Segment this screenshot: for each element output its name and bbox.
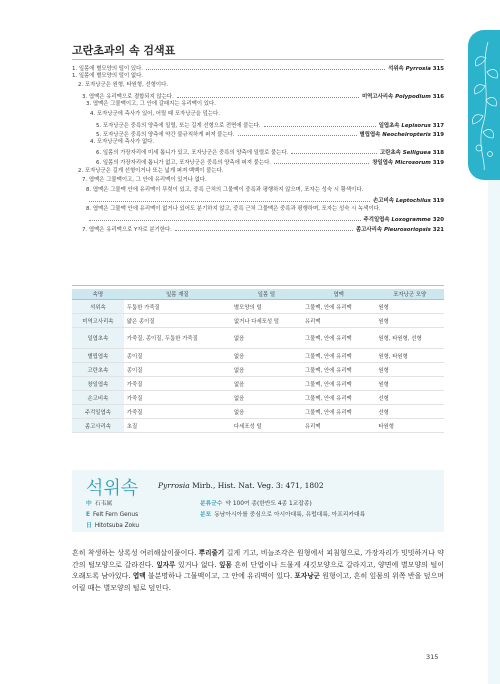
table-cell: 없음 bbox=[231, 349, 302, 363]
key-line bbox=[96, 148, 444, 157]
key-result-latin: Neocheiropteris bbox=[382, 132, 431, 138]
key-result-latin: Leptochilus bbox=[395, 198, 431, 204]
description-term: 뿌리줄기 bbox=[198, 549, 225, 557]
key-leader-dots bbox=[89, 196, 370, 202]
chinese-name: 石韦属 bbox=[94, 501, 113, 507]
key-result bbox=[380, 150, 444, 157]
key-line bbox=[86, 215, 444, 224]
key-line-text: 3. 엽맥은 그물맥이고, 그 안에 갈래지는 유리맥이 있다. bbox=[86, 101, 216, 107]
description-text: 원형이고, 흔히 잎몸의 위쪽 반을 덮으며 어릴 때는 별모양의 털로 덮인다. bbox=[72, 572, 444, 592]
key-line-text: 5. 포자낭군은 중륵의 양측에 일렬, 또는 길게 선형으로 전면에 붙는다. bbox=[96, 123, 261, 129]
key-result-page: 318 bbox=[432, 150, 444, 156]
table-cell: 없음 bbox=[231, 391, 302, 405]
description-text: 흔히 착생하는 상록성 여러해살이풀이다. bbox=[72, 549, 199, 557]
key-line bbox=[86, 187, 444, 194]
table-genus-cell: 고란초속 bbox=[72, 363, 124, 377]
table-cell: 없음 bbox=[231, 363, 302, 377]
key-result-page: 319 bbox=[432, 160, 444, 166]
key-line bbox=[90, 111, 444, 118]
key-result bbox=[364, 217, 444, 224]
table-cell: 별모양의 털 bbox=[231, 300, 302, 314]
table-cell: 그물맥, 안에 유리맥 bbox=[302, 349, 375, 363]
key-result bbox=[388, 66, 444, 73]
key-result-page: 320 bbox=[432, 217, 444, 223]
key-leader-dots bbox=[238, 130, 357, 136]
table-cell: 다세포성 털 bbox=[231, 419, 302, 433]
key-result bbox=[360, 132, 444, 139]
key-result-page: 319 bbox=[432, 198, 444, 204]
table-cell: 가죽질, 종이질, 두툼한 가죽질 bbox=[124, 328, 231, 349]
table-cell: 그물맥, 안에 유리맥 bbox=[302, 363, 375, 377]
key-leader-dots bbox=[274, 158, 369, 164]
table-row bbox=[72, 300, 444, 314]
english-name-row bbox=[86, 511, 138, 519]
key-line-text: 2. 포자낭군은 원형, 타원형, 선형이다. bbox=[78, 82, 169, 88]
key-result-latin: Pleurosoriopsis bbox=[383, 227, 431, 233]
table-cell: 없거나 다세포성 털 bbox=[231, 314, 302, 328]
key-result-page: 319 bbox=[432, 132, 444, 138]
key-line-text: 1. 잎몸에 별모양의 털이 없다. bbox=[72, 73, 143, 79]
description-term: 포자낭군 bbox=[294, 572, 320, 581]
table-cell: 없음 bbox=[231, 405, 302, 419]
description-text: 있거나 없다. bbox=[175, 560, 220, 569]
table-cell: 가죽질 bbox=[124, 377, 231, 391]
table-row bbox=[72, 391, 444, 405]
table-cell: 유리맥 bbox=[302, 314, 375, 328]
key-leader-dots bbox=[89, 215, 361, 221]
key-result-korean: 주걱일엽속 bbox=[363, 217, 390, 223]
table-cell: 타원형 bbox=[375, 419, 444, 433]
key-result-korean: 별립엽속 bbox=[359, 132, 381, 138]
table-cell: 두툼한 가죽질 bbox=[124, 300, 231, 314]
table-header-cell: 속명 bbox=[72, 289, 124, 300]
key-line-text: 1. 잎몸에 별모양의 털이 있다. bbox=[72, 66, 143, 72]
key-line-text: 8. 엽맥은 그물맥 안에 유리맥이 없거나 있어도 분기하지 않고, 중륵 근처 그물맥은 중륵과 평행하며, 포자는 성숙 시 녹색이다. bbox=[86, 206, 381, 212]
species-count-label: 분류군수 bbox=[200, 501, 223, 507]
key-leader-dots bbox=[264, 121, 376, 127]
key-result-korean: 손고비속 bbox=[373, 198, 394, 204]
key-leader-dots bbox=[291, 148, 377, 154]
key-result bbox=[372, 160, 444, 167]
table-cell: 가죽질 bbox=[124, 391, 231, 405]
key-result bbox=[379, 123, 444, 130]
species-count-row bbox=[200, 500, 312, 508]
key-line-text: 8. 엽맥은 그물맥 안에 유리맥이 뚜렷이 있고, 중륵 근처의 그물맥이 중륵과 평행하지 않으며, 포자는 성숙 시 황색이다. bbox=[86, 187, 364, 193]
key-line bbox=[90, 139, 444, 146]
key-result-korean: 창일엽속 bbox=[372, 160, 394, 166]
key-line bbox=[86, 196, 444, 205]
table-row bbox=[72, 405, 444, 419]
key-line bbox=[82, 177, 444, 184]
genus-scientific-name bbox=[158, 481, 324, 490]
key-result-latin: Pyrrosia bbox=[405, 66, 431, 72]
key-line bbox=[82, 225, 444, 234]
table-genus-cell: 미역고사리속 bbox=[72, 314, 124, 328]
table-cell: 유리맥 bbox=[302, 419, 375, 433]
chinese-name-row bbox=[86, 500, 112, 508]
table-row bbox=[72, 349, 444, 363]
key-result-page: 321 bbox=[432, 227, 444, 233]
key-leader-dots bbox=[177, 92, 359, 98]
margin-strip bbox=[488, 180, 500, 684]
key-result-korean: 석위속 bbox=[388, 66, 404, 72]
key-line bbox=[78, 168, 444, 175]
table-cell: 그물맥, 안에 유리맥 bbox=[302, 377, 375, 391]
key-title: 고란초과의 속 검색표 bbox=[72, 44, 176, 57]
table-cell: 그물맥, 안에 유리맥 bbox=[302, 328, 375, 349]
japanese-label: 日 bbox=[86, 523, 92, 529]
description-term: 잎몸 bbox=[219, 560, 232, 569]
table-header-cell: 엽맥 bbox=[302, 289, 375, 300]
description-term: 엽맥 bbox=[132, 572, 146, 581]
key-line-text: 6. 잎몸의 가장자리에 미세 톱니가 있고, 포자낭군은 중륵의 양측에 일렬로 붙는다. bbox=[96, 150, 289, 156]
key-line-text: 5. 포자낭군은 중륵의 양측에 약간 불규칙하게 퍼져 붙는다. bbox=[96, 132, 235, 138]
page-number: 315 bbox=[426, 653, 439, 661]
key-line-text: 4. 포자낭군에 측사가 있어, 어릴 때 포자낭군을 덮는다. bbox=[90, 111, 220, 117]
table-header-cell: 잎몸 털 bbox=[231, 289, 302, 300]
key-line bbox=[72, 64, 444, 73]
table-cell: 원형, 타원형 bbox=[375, 349, 444, 363]
table-row bbox=[72, 314, 444, 328]
table-cell: 초질 bbox=[124, 419, 231, 433]
table-header-cell: 포자낭군 모양 bbox=[375, 289, 444, 300]
table-cell: 가죽질 bbox=[124, 405, 231, 419]
table-cell: 선형 bbox=[375, 391, 444, 405]
table-cell: 그물맥, 안에 유리맥 bbox=[302, 405, 375, 419]
key-result bbox=[356, 227, 444, 234]
table-header-row bbox=[72, 289, 444, 300]
table-genus-cell: 주걱일엽속 bbox=[72, 405, 124, 419]
table-genus-cell: 일엽초속 bbox=[72, 328, 124, 349]
table-row bbox=[72, 363, 444, 377]
key-line bbox=[96, 130, 444, 139]
key-result-page: 317 bbox=[432, 123, 444, 129]
table-header-cell: 잎몸 재질 bbox=[124, 289, 231, 300]
key-result-latin: Loxogramme bbox=[391, 217, 431, 223]
table-cell: 그물맥, 안에 유리맥 bbox=[302, 391, 375, 405]
english-name: Felt Fern Genus bbox=[92, 512, 139, 518]
distribution-label: 분포 bbox=[200, 512, 212, 518]
description-term: 잎자루 bbox=[156, 560, 176, 569]
table-genus-cell: 별립엽속 bbox=[72, 349, 124, 363]
key-result-page: 316 bbox=[432, 94, 444, 100]
key-line bbox=[72, 73, 444, 80]
table-cell: 그물맥, 안에 유리맥 bbox=[302, 300, 375, 314]
table-cell: 얇은 종이질 bbox=[124, 314, 231, 328]
key-line bbox=[96, 121, 444, 130]
genus-authority: Mirb., Hist. Nat. Veg. 3: 471, 1802 bbox=[192, 481, 324, 490]
table-genus-cell: 창일엽속 bbox=[72, 377, 124, 391]
table-cell: 종이질 bbox=[124, 363, 231, 377]
key-line bbox=[78, 82, 444, 89]
key-line-text: 3. 엽맥은 유리맥으로 결합되지 않는다. bbox=[82, 94, 174, 100]
table-row bbox=[72, 377, 444, 391]
description-text: 길게 기고, 비늘조각은 원형에서 피침형으로, 가장자리가 밋밋하거나 약간의 털모양으로 갈라진다. bbox=[72, 549, 444, 569]
japanese-name: Hitotsuba Zoku bbox=[94, 523, 140, 529]
table-divider bbox=[72, 285, 444, 286]
table-body bbox=[72, 300, 444, 433]
fern-illustration-icon bbox=[470, 38, 500, 172]
key-line bbox=[82, 92, 444, 101]
table-cell: 원형 bbox=[375, 300, 444, 314]
table-cell: 원형, 타원형, 선형 bbox=[375, 328, 444, 349]
table-genus-cell: 좀고사리속 bbox=[72, 419, 124, 433]
key-line-text: 7. 엽맥은 유리맥으로 Y자로 분기한다. bbox=[82, 227, 172, 233]
table-row bbox=[72, 419, 444, 433]
species-count-value: 약 100여 종(한반도 4종 1교잡종) bbox=[225, 501, 312, 507]
table-row bbox=[72, 328, 444, 349]
key-line-text: 2. 포자낭군은 길게 선형이거나 또는 넓게 퍼져 백백이 붙는다. bbox=[78, 168, 224, 174]
key-leader-dots bbox=[175, 225, 353, 231]
genus-name-korean: 석위속 bbox=[86, 478, 139, 499]
table-cell: 원형 bbox=[375, 377, 444, 391]
key-line-text: 6. 잎몸의 가장자리에 톱니가 없고, 포자낭군은 중륵의 양측에 퍼져 붙는다. bbox=[96, 160, 272, 166]
distribution-value: 동남아시아를 중심으로 아시아대륙, 유럽대륙, 아프리카대륙 bbox=[214, 512, 366, 518]
key-result bbox=[373, 198, 444, 205]
english-label: E bbox=[86, 512, 90, 518]
key-result-latin: Lepisorus bbox=[401, 123, 431, 129]
table-genus-cell: 석위속 bbox=[72, 300, 124, 314]
key-result-latin: Microsorum bbox=[395, 160, 431, 166]
section-thumb-tab bbox=[468, 30, 500, 180]
key-result-korean: 미역고사리속 bbox=[361, 94, 394, 100]
description-text: 불분명하나 그물맥이고, 그 안에 유리맥이 있다. bbox=[145, 572, 295, 581]
chinese-label: 中 bbox=[86, 501, 92, 507]
key-line bbox=[86, 206, 444, 213]
table-cell: 원형 bbox=[375, 363, 444, 377]
japanese-name-row bbox=[86, 522, 139, 530]
key-result-latin: Selliguea bbox=[402, 150, 431, 156]
key-line bbox=[96, 158, 444, 167]
key-result-page: 315 bbox=[432, 66, 444, 72]
title-divider bbox=[72, 59, 444, 60]
table-cell: 원형 bbox=[375, 314, 444, 328]
key-result-korean: 좀고사리속 bbox=[356, 227, 383, 233]
key-result-korean: 일엽초속 bbox=[378, 123, 400, 129]
key-leader-dots bbox=[146, 64, 385, 70]
table-cell: 없음 bbox=[231, 328, 302, 349]
key-line-text: 4. 포자낭군에 측사가 없다. bbox=[90, 139, 155, 145]
description-text: 흔히 단엽이나 드물게 새깃모양으로 갈라지고, 양면에 별모양의 털이 오래도록 남아있다. bbox=[72, 560, 444, 581]
key-line-text: 7. 엽맥은 그물맥이고, 그 안에 유리맥이 있거나 없다. bbox=[82, 177, 207, 183]
genus-description bbox=[72, 548, 444, 594]
distribution-row bbox=[200, 511, 365, 519]
table-genus-cell: 손고비속 bbox=[72, 391, 124, 405]
genus-latin-name: Pyrrosia bbox=[158, 481, 190, 490]
table-cell: 선형 bbox=[375, 405, 444, 419]
key-result-korean: 고란초속 bbox=[380, 150, 401, 156]
key-line bbox=[86, 101, 444, 108]
key-result-latin: Polypodium bbox=[395, 94, 431, 100]
table-cell: 종이질 bbox=[124, 349, 231, 363]
key-result bbox=[362, 94, 444, 101]
table-cell: 없음 bbox=[231, 377, 302, 391]
genus-feature-table bbox=[72, 289, 444, 433]
